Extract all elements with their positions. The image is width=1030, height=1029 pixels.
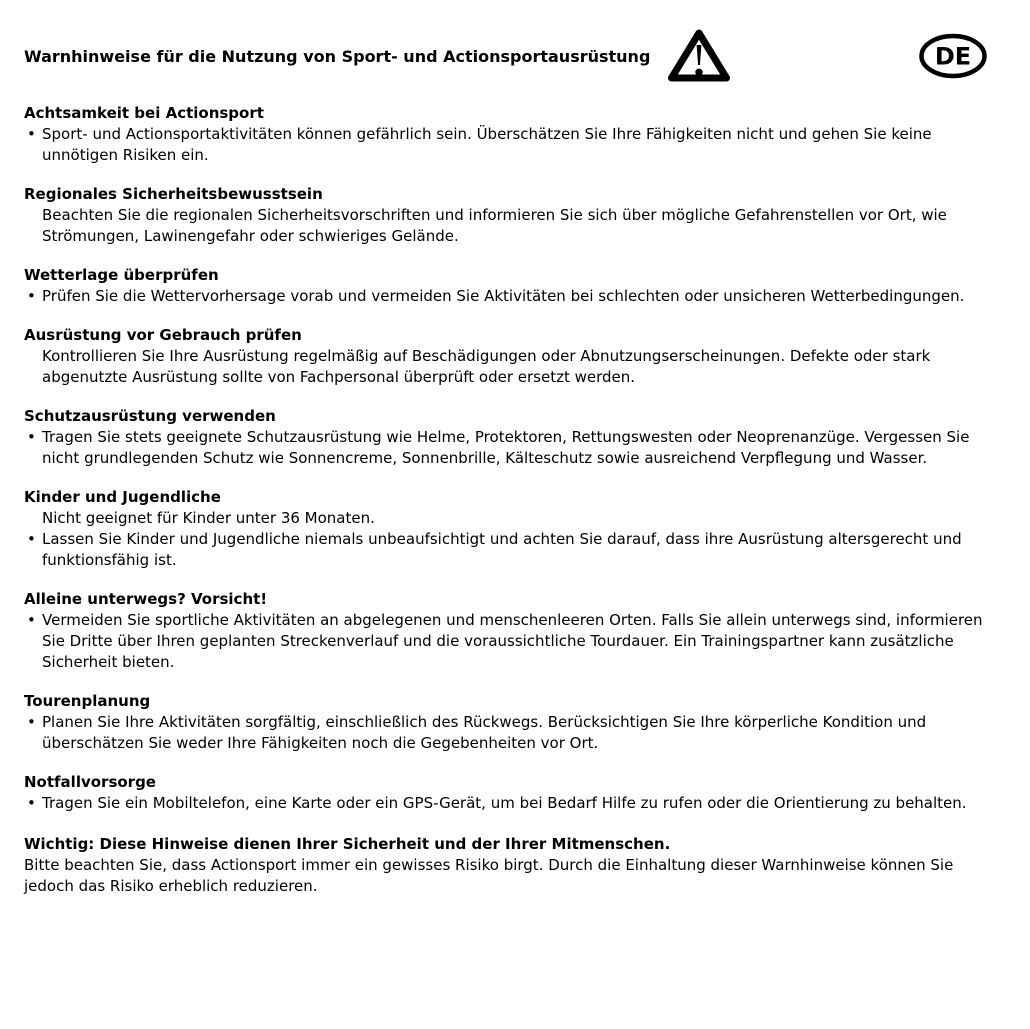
section-item [24, 529, 1006, 571]
section [24, 406, 1006, 469]
item-text: Prüfen Sie die Wettervorhersage vorab und vermeiden Sie Aktivitäten bei schlechten oder unsicheren Wetterbedingungen. [42, 287, 965, 305]
section-items [24, 793, 1006, 814]
section-item [24, 124, 1006, 166]
section-item [24, 508, 1006, 529]
item-text: Beachten Sie die regionalen Sicherheitsvorschriften und informieren Sie sich über mögliche Gefahrenstellen vor Ort, wie Strömungen, Lawinengefahr oder schwieriges Gelände. [42, 206, 947, 245]
section-item [24, 427, 1006, 469]
section-heading: Achtsamkeit bei Actionsport [24, 104, 264, 122]
footer-text: Bitte beachten Sie, dass Actionsport immer ein gewisses Risiko birgt. Durch die Einhaltung dieser Warnhinweise können Sie jedoch das Risiko erheblich reduzieren. [24, 856, 954, 895]
section-heading: Kinder und Jugendliche [24, 488, 221, 506]
section-heading: Alleine unterwegs? Vorsicht! [24, 590, 268, 608]
section-items [24, 427, 1006, 469]
item-text: Tragen Sie stets geeignete Schutzausrüstung wie Helme, Protektoren, Rettungswesten oder Neoprenanzüge. Vergessen Sie nicht grundlegenden Schutz wie Sonnencreme, Sonnenbrille, Kälteschutz sowie ausreichend Verpflegung und Wasser. [42, 428, 970, 467]
bullet-marker: • [27, 530, 36, 548]
section [24, 691, 1006, 754]
section [24, 184, 1006, 247]
document-header [24, 27, 1006, 85]
section-items [24, 205, 1006, 247]
bullet-marker: • [27, 794, 36, 812]
section-items [24, 712, 1006, 754]
section-items [24, 610, 1006, 673]
bullet-marker: • [27, 287, 36, 305]
footer-note [24, 834, 1006, 897]
section-items [24, 346, 1006, 388]
item-text: Planen Sie Ihre Aktivitäten sorgfältig, einschließlich des Rückwegs. Berücksichtigen Sie Ihre körperliche Kondition und überschätzen Sie weder Ihre Fähigkeiten noch die Gegebenheiten vor Ort. [42, 713, 927, 752]
section-item [24, 205, 1006, 247]
section-heading: Tourenplanung [24, 692, 151, 710]
item-text: Tragen Sie ein Mobiltelefon, eine Karte oder ein GPS-Gerät, um bei Bedarf Hilfe zu rufen oder die Orientierung zu behalten. [42, 794, 967, 812]
section-heading: Schutzausrüstung verwenden [24, 407, 276, 425]
section [24, 265, 1006, 307]
item-text: Kontrollieren Sie Ihre Ausrüstung regelmäßig auf Beschädigungen oder Abnutzungserscheinungen. Defekte oder stark abgenutzte Ausrüstung sollte von Fachpersonal überprüft oder ersetzt werden. [42, 347, 931, 386]
section-heading: Regionales Sicherheitsbewusstsein [24, 185, 323, 203]
section-heading: Ausrüstung vor Gebrauch prüfen [24, 326, 302, 344]
section-item [24, 793, 1006, 814]
bullet-marker: • [27, 713, 36, 731]
bullet-marker: • [27, 611, 36, 629]
bullet-marker: • [27, 125, 36, 143]
section-item [24, 610, 1006, 673]
footer-heading: Wichtig: Diese Hinweise dienen Ihrer Sicherheit und der Ihrer Mitmenschen. [24, 835, 671, 853]
section [24, 103, 1006, 166]
language-badge-label: DE [934, 42, 972, 71]
item-text: Vermeiden Sie sportliche Aktivitäten an abgelegenen und menschenleeren Orten. Falls Sie allein unterwegs sind, informieren Sie Dritte über Ihren geplanten Streckenverlauf und die voraussichtliche Tourdauer. Ein Trainingspartner kann zusätzliche Sicherheit bieten. [42, 611, 983, 671]
section [24, 325, 1006, 388]
bullet-marker: • [27, 428, 36, 446]
section-heading: Notfallvorsorge [24, 773, 156, 791]
section-item [24, 346, 1006, 388]
section-heading: Wetterlage überprüfen [24, 266, 219, 284]
section [24, 589, 1006, 673]
section-item [24, 286, 1006, 307]
section [24, 772, 1006, 814]
page-title: Warnhinweise für die Nutzung von Sport- und Actionsportausrüstung [24, 46, 651, 66]
warning-triangle-icon [666, 27, 732, 85]
section [24, 487, 1006, 571]
item-text: Sport- und Actionsportaktivitäten können gefährlich sein. Überschätzen Sie Ihre Fähigkeiten nicht und gehen Sie keine unnötigen Risiken ein. [42, 125, 932, 164]
sections-container [24, 103, 1006, 814]
section-item [24, 712, 1006, 754]
section-items [24, 124, 1006, 166]
item-text: Lassen Sie Kinder und Jugendliche niemals unbeaufsichtigt und achten Sie darauf, dass ihre Ausrüstung altersgerecht und funktionsfähig ist. [42, 530, 962, 569]
section-items [24, 508, 1006, 571]
item-text: Nicht geeignet für Kinder unter 36 Monaten. [42, 509, 375, 527]
language-badge [918, 33, 988, 79]
section-items [24, 286, 1006, 307]
